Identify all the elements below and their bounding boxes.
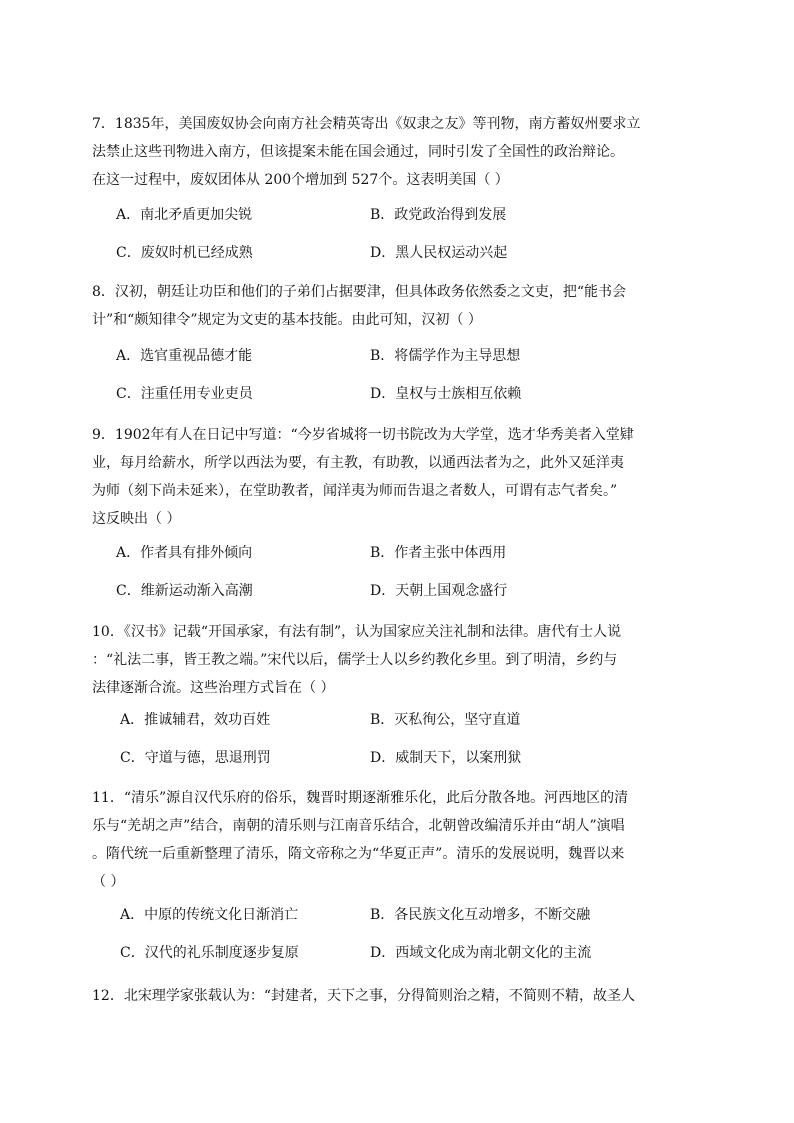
option-b[interactable]: B．各民族文化互动增多，不断交融: [370, 907, 591, 923]
stem-line: 计”和“颇知律令”规定为文吏的基本技能。由此可知，汉初（ ）: [92, 312, 482, 328]
question-9: [92, 421, 712, 599]
question-stem: [92, 110, 712, 194]
option-b[interactable]: B．将儒学作为主导思想: [370, 348, 521, 364]
question-stem: [92, 784, 712, 896]
option-d[interactable]: D．天朝上国观念盛行: [370, 583, 508, 599]
question-12: [92, 982, 712, 1010]
option-d[interactable]: D．西域文化成为南北朝文化的主流: [370, 945, 592, 961]
stem-line: 法律逐渐合流。这些治理方式旨在（ ）: [92, 680, 335, 696]
stem-line: 业，每月给薪水，所学以西法为要，有主教，有助教，以通西法者为之，此外又延洋夷: [92, 455, 624, 471]
option-c[interactable]: C．维新运动渐入高潮: [116, 583, 253, 599]
question-7: [92, 110, 712, 261]
question-10: [92, 618, 712, 766]
option-d[interactable]: D．威制天下，以案刑狱: [370, 750, 522, 766]
question-stem: [92, 421, 712, 533]
option-c[interactable]: C．守道与德，思退刑罚: [120, 750, 271, 766]
option-a[interactable]: A．选官重视品德才能: [116, 348, 253, 364]
option-d[interactable]: D．黑人民权运动兴起: [370, 245, 508, 261]
option-a[interactable]: A．中原的传统文化日渐消亡: [120, 907, 299, 923]
stem-line: ：“礼法二事，皆王教之端。”宋代以后，儒学士人以乡约教化乡里。到了明清，乡约与: [92, 652, 618, 668]
stem-line: 乐与“羌胡之声”结合，南朝的清乐则与江南音乐结合，北朝曾改编清乐并由“胡人”演唱: [92, 818, 625, 834]
stem-line: 在这一过程中，废奴团体从 200个增加到 527个。这表明美国（ ）: [92, 172, 509, 188]
question-stem: [92, 278, 712, 334]
stem-line: 7．1835年，美国废奴协会向南方社会精英寄出《奴隶之友》等刊物，南方蓄奴州要求立: [92, 116, 641, 132]
option-c[interactable]: C．汉代的礼乐制度逐步复原: [120, 945, 299, 961]
stem-line: 11．“清乐”源自汉代乐府的俗乐，魏晋时期逐渐雅乐化，此后分散各地。河西地区的清: [92, 790, 629, 806]
stem-line: 这反映出（ ）: [92, 511, 181, 527]
question-11: [92, 784, 712, 961]
stem-line: 10．《汉书》记载“开国承家，有法有制”，认为国家应关注礼制和法律。唐代有士人说: [92, 624, 622, 640]
option-a[interactable]: A．推诚辅君，效功百姓: [120, 712, 271, 728]
stem-line: 9．1902年有人在日记中写道：“今岁省城将一切书院改为大学堂，选才华秀美者入堂肄: [92, 427, 634, 443]
question-8: [92, 278, 712, 402]
question-stem: [92, 618, 712, 702]
option-b[interactable]: B．灭私徇公，坚守直道: [370, 712, 521, 728]
question-stem: [92, 982, 712, 1010]
option-d[interactable]: D．皇权与士族相互依赖: [370, 386, 522, 402]
stem-line: 法禁止这些刊物进入南方，但该提案未能在国会通过，同时引发了全国性的政治辩论。: [92, 144, 624, 160]
stem-line: 8．汉初，朝廷让功臣和他们的子弟们占据要津，但具体政务依然委之文吏，把“能书会: [92, 284, 627, 300]
option-b[interactable]: B．作者主张中体西用: [370, 545, 507, 561]
stem-line: 12．北宋理学家张载认为：“封建者，天下之事，分得简则治之精，不简则不精，故圣人: [92, 988, 635, 1004]
option-a[interactable]: A．作者具有排外倾向: [116, 545, 253, 561]
option-c[interactable]: C．废奴时机已经成熟: [116, 245, 253, 261]
option-a[interactable]: A．南北矛盾更加尖锐: [116, 207, 253, 223]
stem-line: （ ）: [92, 874, 125, 890]
stem-line: 。隋代统一后重新整理了清乐，隋文帝称之为“华夏正声”。清乐的发展说明，魏晋以来: [92, 846, 625, 862]
option-c[interactable]: C．注重任用专业吏员: [116, 386, 253, 402]
stem-line: 为师（刻下尚未延来），在堂助教者，闻洋夷为师而告退之者数人，可谓有志气者矣。”: [92, 483, 618, 499]
option-b[interactable]: B．政党政治得到发展: [370, 207, 507, 223]
